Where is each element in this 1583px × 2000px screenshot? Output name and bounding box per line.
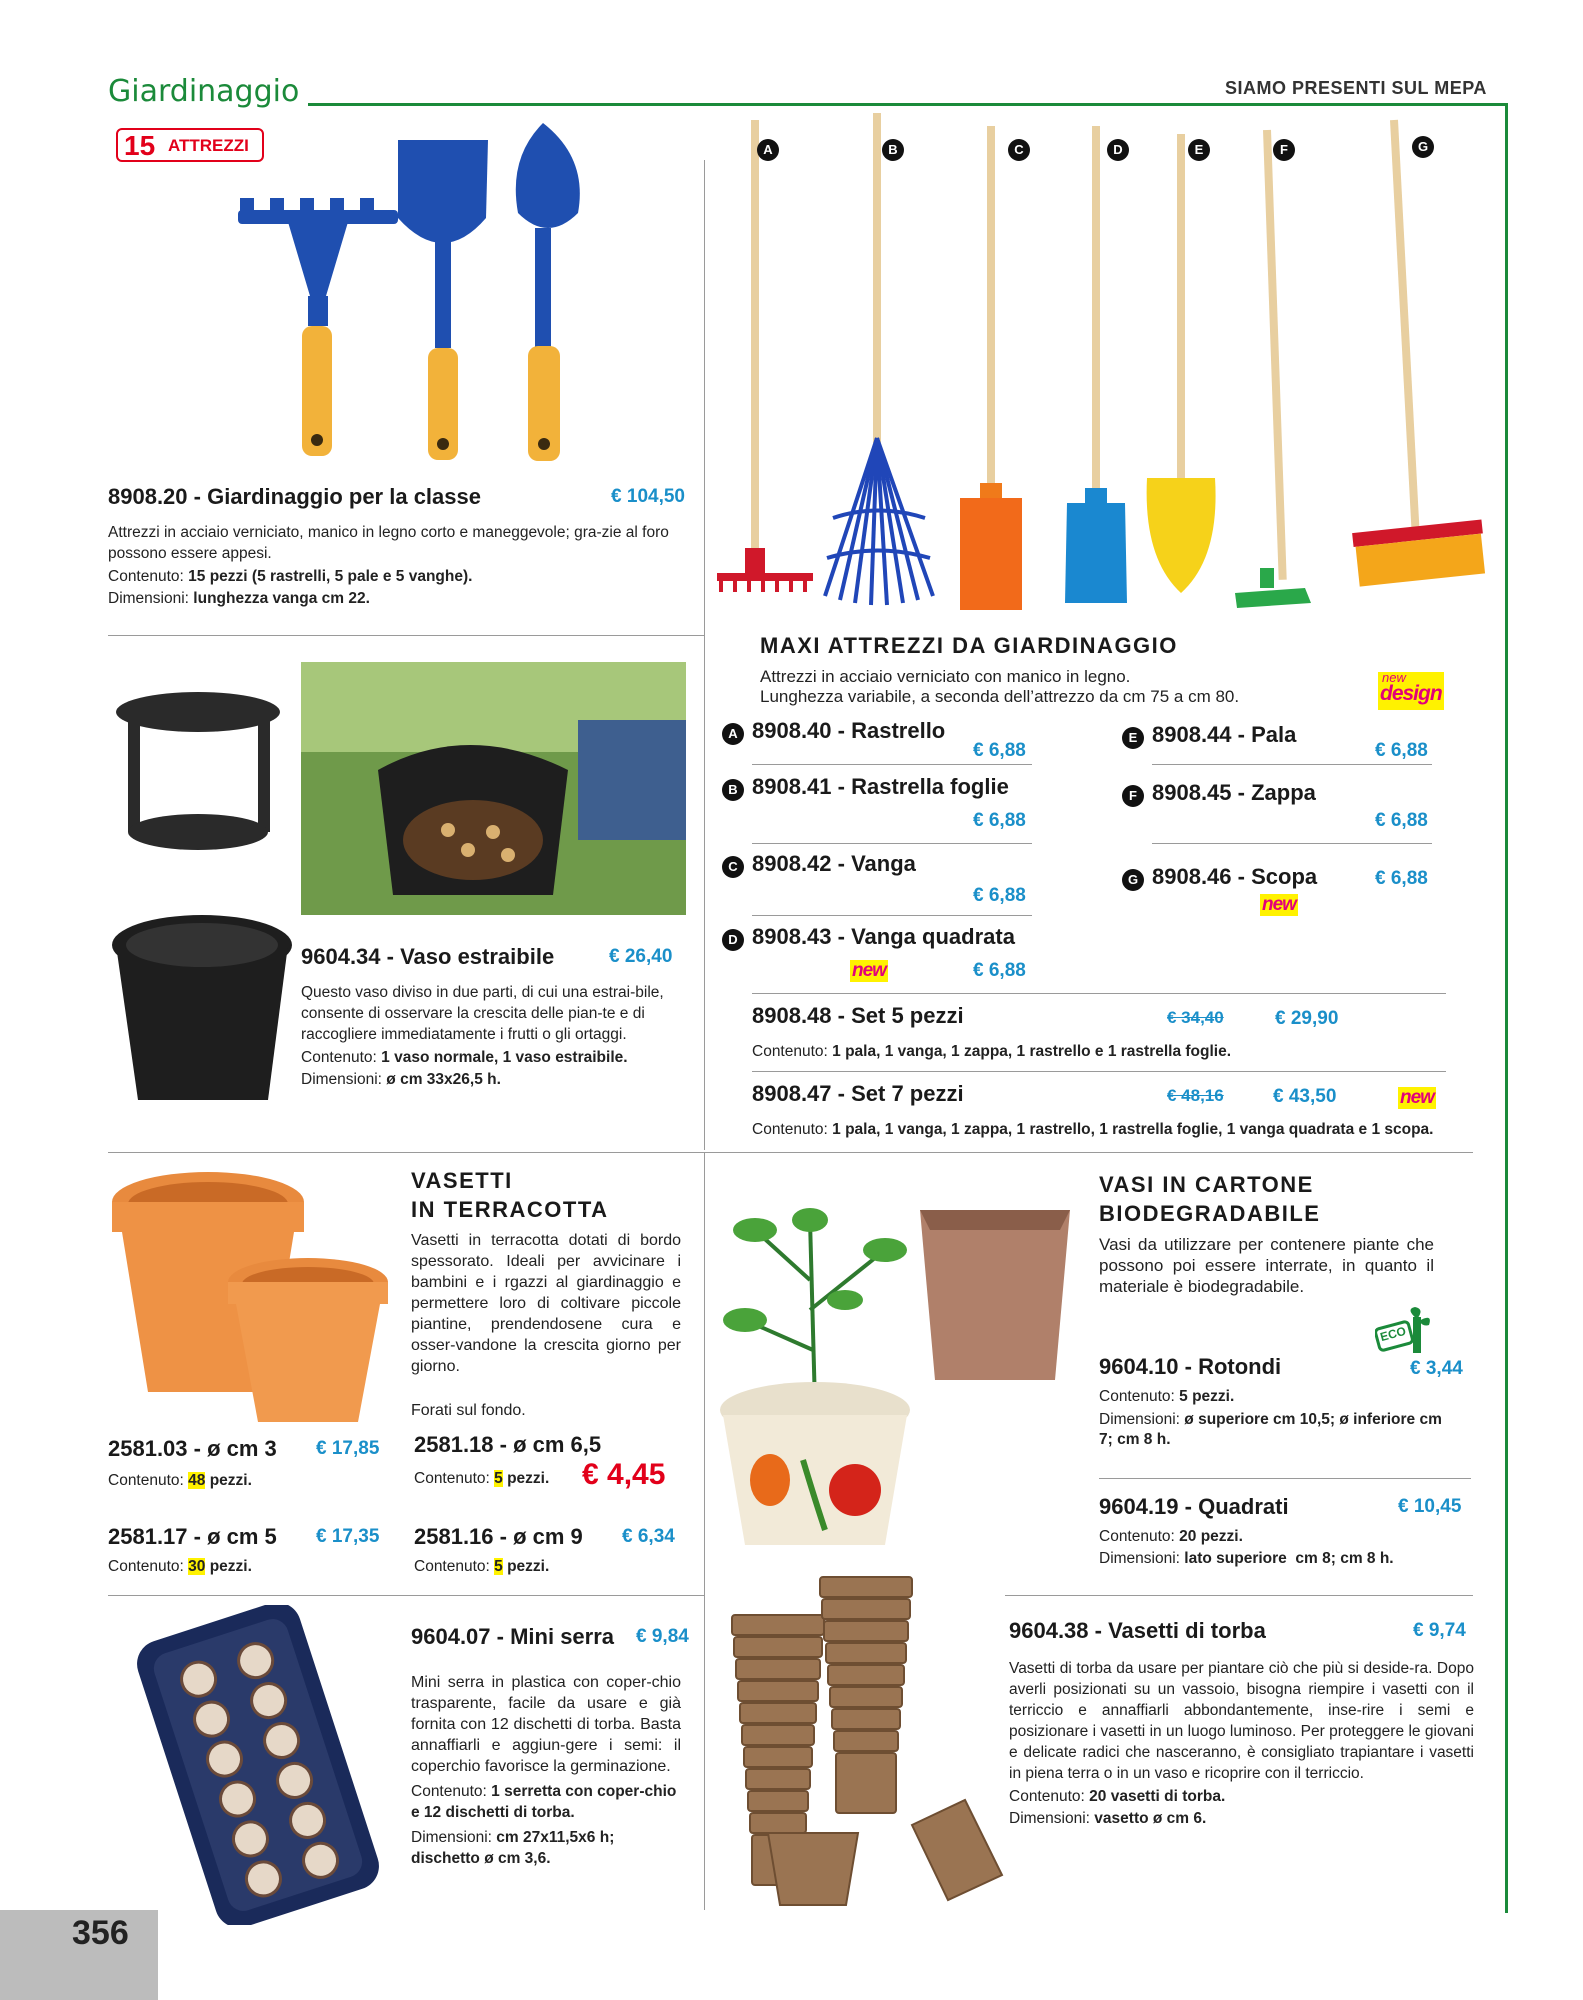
new-badge: new (852, 960, 886, 981)
letter-c-icon: C (1008, 139, 1030, 161)
item-code: 2581.16 (414, 1524, 494, 1549)
maxi-heading: MAXI ATTREZZI DA GIARDINAGGIO (760, 633, 1178, 658)
design-badge-label: design (1380, 682, 1442, 705)
contenuto-label: Contenuto: (108, 568, 184, 585)
item-letter-icon: B (722, 779, 744, 801)
item-price: € 6,88 (973, 885, 1026, 906)
contenuto-value: 1 pala, 1 vanga, 1 zappa, 1 rastrello e 1 rastrella foglie. (832, 1043, 1232, 1060)
item-title: Pala (1251, 722, 1297, 747)
terracotta-pots-image (108, 1162, 408, 1422)
contenuto-value: 1 serretta con coper-chio e 12 dischetti di torba. (411, 1783, 677, 1821)
item-code: 8908.46 (1152, 864, 1232, 889)
section-title: Giardinaggio (108, 74, 300, 109)
cartone-heading-2: BIODEGRADABILE (1099, 1201, 1321, 1226)
new-badge: new (1400, 1087, 1434, 1108)
item-letter-icon: A (722, 723, 744, 745)
item-price: € 6,88 (973, 740, 1026, 761)
contenuto-label: Contenuto: (301, 1049, 377, 1066)
maxi-set-divider-1 (752, 993, 1446, 994)
new-design-badge (1378, 672, 1444, 710)
item-code: 8908.42 (752, 851, 832, 876)
unit: pezzi. (209, 1558, 252, 1575)
item-price: € 6,88 (1375, 810, 1428, 831)
item-title: Zappa (1251, 780, 1316, 805)
item-price: € 6,88 (1375, 868, 1428, 889)
cartone-rotondi: 9604.10 - Rotondi € 3,44 Contenuto: 5 pezzi. Dimensioni: ø superiore cm 10,5; ø inferiore cm 7; cm 8 h. (1099, 1354, 1463, 1448)
dimensioni-label: Dimensioni: (301, 1071, 382, 1088)
contenuto-label: Contenuto: (1099, 1388, 1175, 1405)
product-code: 9604.07 (411, 1624, 491, 1649)
item-price: € 6,34 (622, 1526, 675, 1547)
qty: 5 (494, 1470, 503, 1487)
contenuto-label: Contenuto: (414, 1558, 490, 1575)
product-title: Vasetti di torba (1108, 1618, 1266, 1643)
item-price: € 17,85 (316, 1438, 380, 1459)
item-letter-icon: F (1122, 785, 1144, 807)
dimensioni-value: vasetto ø cm 6. (1094, 1810, 1207, 1827)
item-price: € 17,35 (316, 1526, 380, 1547)
header-green-rule (308, 103, 1508, 106)
divider-left-1 (108, 635, 704, 636)
item-price: € 6,88 (973, 810, 1026, 831)
maxi-item-f: F 8908.45 - Zappa € 6,88 (1122, 780, 1432, 840)
product-title: Rotondi (1198, 1354, 1282, 1379)
separator: - (187, 484, 208, 509)
design-badge-new: new (1382, 670, 1406, 685)
item-code: 8908.45 (1152, 780, 1232, 805)
product-price: € 104,50 (611, 486, 685, 507)
divider-bottom-right (1005, 1595, 1473, 1596)
item-price: € 6,88 (973, 960, 1026, 981)
item-price: € 4,45 (582, 1458, 666, 1491)
set-5-pezzi: 8908.48 - Set 5 pezzi € 34,40 € 29,90 Contenuto: 1 pala, 1 vanga, 1 zappa, 1 rastrello e 1 rastrella foglie. (752, 1003, 1339, 1060)
dimensioni-label: Dimensioni: (1099, 1411, 1180, 1428)
qty: 48 (188, 1472, 206, 1489)
contenuto-value: 1 pala, 1 vanga, 1 zappa, 1 rastrello, 1 rastrella foglie, 1 vanga quadrata e 1 scopa. (832, 1121, 1434, 1138)
divider-bottom-left (108, 1595, 704, 1596)
product-title: Giardinaggio per la classe (207, 484, 481, 509)
letter-a-icon: A (757, 139, 779, 161)
product-title: Mini serra (510, 1624, 615, 1649)
contenuto-label: Contenuto: (1099, 1528, 1175, 1545)
item-code: 8908.43 (752, 924, 832, 949)
divider-mid (108, 1152, 1473, 1153)
item-code: 2581.03 (108, 1436, 188, 1461)
product-description: Questo vaso diviso in due parti, di cui una estrai-bile, consente di osservare la crescita delle pian-te e di raccogliere immediatamente i frutti o gli ortaggi. (301, 984, 664, 1043)
item-code: 8908.44 (1152, 722, 1232, 747)
product-9604-38: 9604.38 - Vasetti di torba € 9,74 Vasetti di torba da usare per piantare ciò che più si deside-ra. Dopo averli posizionati su un vassoio, bisogna riempire i vasetti con il terriccio e annaffiarli abbondantemente, inse-rire i semi e posizionare i vasetti in un luogo luminoso. Per proteggere le giovani e delicate radici che nasceranno, è consigliato trapiantare i vasetti in piena terra o in un vaso e ricoprire con il terriccio. Contenuto: 20 vasetti di torba. Dimensioni: vasetto ø cm 6. (1009, 1618, 1474, 1827)
unit: pezzi. (507, 1470, 550, 1487)
unit: pezzi. (507, 1558, 550, 1575)
product-9604-34: 9604.34 - Vaso estraibile € 26,40 Questo vaso diviso in due parti, di cui una estrai-bile, consente di osservare la crescita delle pian-te e di raccogliere immediatamente i frutti o gli ortaggi. Contenuto: 1 vaso normale, 1 vaso estraibile. Dimensioni: ø cm 33x26,5 h. (301, 944, 691, 1089)
set-old-price: € 34,40 (1167, 1008, 1224, 1027)
product-price: € 9,74 (1413, 1620, 1466, 1641)
contenuto-value: 20 vasetti di torba. (1089, 1788, 1226, 1805)
contenuto-label: Contenuto: (752, 1043, 828, 1060)
product-price: € 9,84 (636, 1626, 689, 1647)
set-title: Set 7 pezzi (851, 1081, 964, 1106)
product-code: 9604.10 (1099, 1354, 1179, 1379)
maxi-item-c: C 8908.42 - Vanga € 6,88 (722, 851, 1032, 911)
dimensioni-value: ø superiore cm 10,5; ø inferiore cm 7; cm 8 h. (1099, 1411, 1442, 1448)
item-title: Scopa (1251, 864, 1318, 889)
divider-top (704, 160, 705, 1150)
right-green-rule (1505, 103, 1508, 1913)
dimensioni-value: lunghezza vanga cm 22. (193, 590, 370, 607)
new-badge: new (1262, 894, 1296, 915)
item-price: € 6,88 (1375, 740, 1428, 761)
item-letter-icon: D (722, 929, 744, 951)
terracotta-description-2: Forati sul fondo. (411, 1402, 526, 1419)
mini-serra-image (118, 1605, 398, 1925)
contenuto-value: 1 vaso normale, 1 vaso estraibile. (381, 1049, 628, 1066)
cartone-divider (1099, 1478, 1471, 1479)
item-code: 8908.41 (752, 774, 832, 799)
maxi-item-e: E 8908.44 - Pala € 6,88 (1122, 722, 1432, 768)
cartone-pots-image (715, 1190, 1085, 1560)
product-price: € 26,40 (609, 946, 673, 967)
product-code: 8908.20 (108, 484, 188, 509)
cartone-description: Vasi da utilizzare per contenere piante che possono poi essere interrate, in quanto il materiale è biodegradabile. (1099, 1235, 1434, 1296)
item-title: Vanga (851, 851, 916, 876)
item-title: Vanga quadrata (851, 924, 1015, 949)
product-price: € 3,44 (1410, 1358, 1463, 1379)
product-code: 9604.38 (1009, 1618, 1089, 1643)
item-letter-icon: E (1122, 727, 1144, 749)
long-tools-image (715, 108, 1505, 618)
maxi-item-a: A 8908.40 - Rastrello € 6,88 (722, 718, 1032, 764)
set-old-price: € 48,16 (1167, 1086, 1224, 1105)
badge-number: 15 (124, 130, 156, 161)
hand-tools-image (218, 118, 638, 468)
product-code: 9604.34 (301, 944, 381, 969)
item-title: Rastrello (851, 718, 946, 743)
set-code: 8908.47 (752, 1081, 832, 1106)
item-size: ø cm 3 (207, 1436, 277, 1461)
item-code: 8908.40 (752, 718, 832, 743)
terracotta-heading-1: VASETTI (411, 1168, 513, 1193)
item-code: 2581.18 (414, 1432, 494, 1457)
item-size: ø cm 9 (513, 1524, 583, 1549)
terracotta-item-2581-17: 2581.17 - ø cm 5 € 17,35 Contenuto: 30 pezzi. (108, 1524, 380, 1575)
dimensioni-label: Dimensioni: (411, 1829, 492, 1846)
product-price: € 10,45 (1398, 1496, 1462, 1517)
unit: pezzi. (209, 1472, 252, 1489)
product-description: Attrezzi in acciaio verniciato, manico in legno corto e maneggevole; gra-zie al foro possono essere appesi. (108, 524, 669, 562)
mepa-label: SIAMO PRESENTI SUL MEPA (1225, 78, 1487, 98)
eco-label: ECO (1378, 1323, 1408, 1345)
product-title: Vaso estraibile (400, 944, 555, 969)
set-title: Set 5 pezzi (851, 1003, 964, 1028)
product-title: Quadrati (1198, 1494, 1289, 1519)
set-price: € 43,50 (1273, 1086, 1337, 1107)
letter-f-icon: F (1273, 139, 1295, 161)
set-code: 8908.48 (752, 1003, 832, 1028)
terracotta-item-2581-16: 2581.16 - ø cm 9 € 6,34 Contenuto: 5 pezzi. (414, 1524, 675, 1575)
contenuto-label: Contenuto: (414, 1470, 490, 1487)
badge-text: ATTREZZI (168, 136, 249, 155)
item-size: ø cm 6,5 (513, 1432, 602, 1457)
dimensioni-value: ø cm 33x26,5 h. (386, 1071, 501, 1088)
contenuto-label: Contenuto: (108, 1558, 184, 1575)
qty: 5 (494, 1558, 503, 1575)
product-9604-07: 9604.07 - Mini serra € 9,84 Mini serra in plastica con coper-chio trasparente, facile da usare e già fornita con 12 dischetti di torba. Basta annaffiarli e aggiun-gere i semi: il coperchio favorisce la germinazione. Contenuto: 1 serretta con coper-chio e 12 dischetti di torba. Dimensioni: cm 27x11,5x6 h; dischetto ø cm 3,6. (411, 1624, 689, 1867)
maxi-set-divider-2 (752, 1071, 1446, 1072)
terracotta-item-2581-18: 2581.18 - ø cm 6,5 € 4,45 Contenuto: 5 pezzi. (414, 1432, 666, 1491)
item-letter-icon: C (722, 856, 744, 878)
contenuto-label: Contenuto: (411, 1783, 487, 1800)
maxi-item-g: G 8908.46 - Scopa € 6,88 new (1122, 864, 1432, 924)
contenuto-label: Contenuto: (752, 1121, 828, 1138)
torba-pots-image (720, 1575, 1010, 1910)
cartone-heading-1: VASI IN CARTONE (1099, 1172, 1314, 1197)
contenuto-value: 5 pezzi. (1179, 1388, 1235, 1405)
dimensioni-value: cm 27x11,5x6 h; dischetto ø cm 3,6. (411, 1829, 615, 1867)
dimensioni-label: Dimensioni: (1099, 1550, 1180, 1567)
set-7-pezzi: 8908.47 - Set 7 pezzi € 48,16 € 43,50 new Contenuto: 1 pala, 1 vanga, 1 zappa, 1 rastrello, 1 rastrella foglie, 1 vanga quadrata e 1 scopa. (752, 1081, 1434, 1138)
item-size: ø cm 5 (207, 1524, 277, 1549)
dimensioni-label: Dimensioni: (1009, 1810, 1090, 1827)
dimensioni-label: Dimensioni: (108, 590, 189, 607)
letter-g-icon: G (1412, 136, 1434, 158)
contenuto-value: 20 pezzi. (1179, 1528, 1243, 1545)
terracotta-item-2581-03: 2581.03 - ø cm 3 € 17,85 Contenuto: 48 pezzi. (108, 1436, 380, 1489)
letter-d-icon: D (1107, 139, 1129, 161)
maxi-item-d: D 8908.43 - Vanga quadrata new € 6,88 (722, 924, 1042, 984)
qty: 30 (188, 1558, 206, 1575)
maxi-desc-2: Lunghezza variabile, a seconda dell’attrezzo da cm 75 a cm 80. (760, 687, 1240, 706)
product-description: Mini serra in plastica con coper-chio trasparente, facile da usare e già fornita con 12 dischetti di torba. Basta annaffiarli e aggiun-gere i semi: il coperchio favorisce la germinazione. (411, 1674, 681, 1775)
product-description: Vasetti di torba da usare per piantare ciò che più si deside-ra. Dopo averli posizionati su un vassoio, bisogna riempire i vasetti con il terriccio e annaffiarli abbondantemente, inse-rire i semi e posizionare i vasetti in un luogo luminoso. Per proteggere le giovani e delicate radici che nasceranno, è consigliato trapiantare i vasetti in piena terra o in un vaso e ricoprire con il terriccio. (1009, 1660, 1474, 1782)
divider-bottom (704, 1152, 705, 1910)
letter-b-icon: B (882, 139, 904, 161)
contenuto-label: Contenuto: (1009, 1788, 1085, 1805)
contenuto-label: Contenuto: (108, 1472, 184, 1489)
terracotta-description: Vasetti in terracotta dotati di bordo spessorato. Ideali per avvicinare i bambini e i rgazzi al giardinaggio e permettere loro di coltivare piccole piantine, prendendosene cura e osser-vandone la crescita giorno per giorno. (411, 1232, 681, 1375)
page-number-box (0, 1910, 158, 2000)
item-letter-icon: G (1122, 869, 1144, 891)
item-title: Rastrella foglie (851, 774, 1009, 799)
terracotta-heading-2: IN TERRACOTTA (411, 1197, 609, 1222)
item-code: 2581.17 (108, 1524, 188, 1549)
dimensioni-value: lato superiore cm 8; cm 8 h. (1184, 1550, 1394, 1567)
product-8908-20 (108, 484, 688, 608)
contenuto-value: 15 pezzi (5 rastrelli, 5 pale e 5 vanghe). (188, 568, 473, 585)
maxi-desc-1: Attrezzi in acciaio verniciato con manico in legno. (760, 667, 1131, 686)
letter-e-icon: E (1188, 139, 1210, 161)
cartone-quadrati: 9604.19 - Quadrati € 10,45 Contenuto: 20 pezzi. Dimensioni: lato superiore cm 8; cm 8 h. (1099, 1494, 1462, 1567)
page-number: 356 (72, 1914, 129, 1952)
set-price: € 29,90 (1275, 1008, 1339, 1029)
product-code: 9604.19 (1099, 1494, 1179, 1519)
eco-icon (1375, 1307, 1433, 1355)
maxi-item-b: B 8908.41 - Rastrella foglie € 6,88 (722, 774, 1032, 834)
